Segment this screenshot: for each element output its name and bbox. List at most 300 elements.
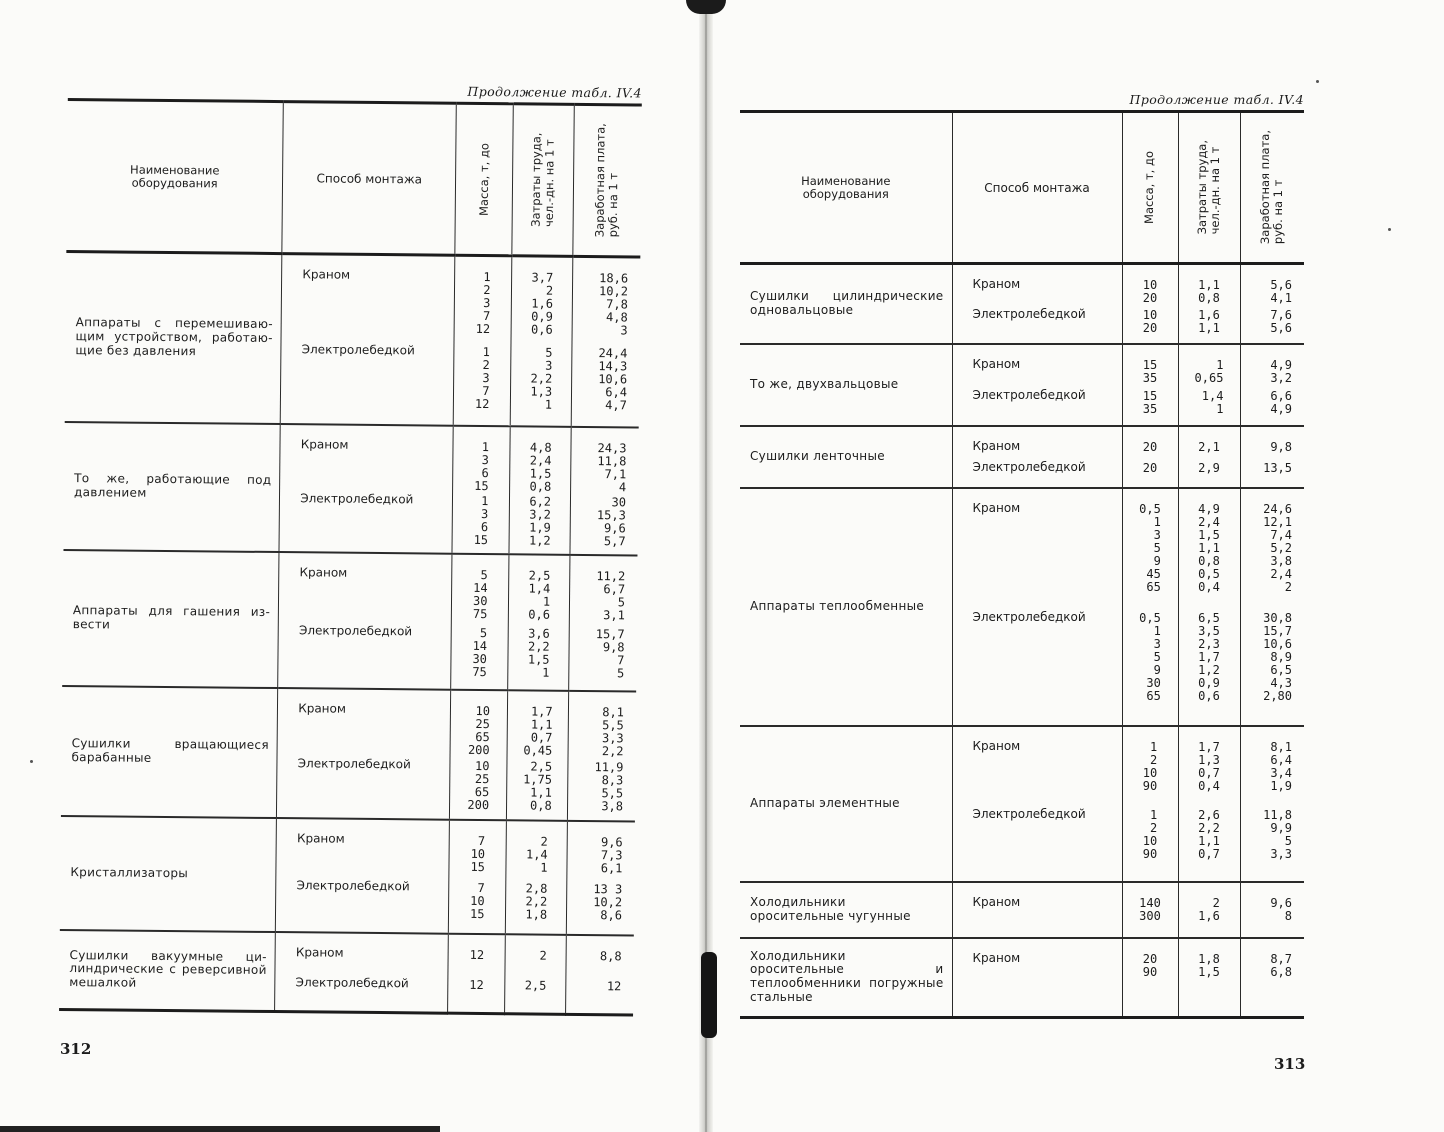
labor-value: 1,1 (1198, 321, 1220, 335)
table-row (740, 488, 1304, 726)
labor-values (1178, 264, 1240, 344)
mass-value: 3 (481, 452, 489, 467)
mass-value: 3 (481, 506, 489, 521)
labor-value: 1,1 (1198, 278, 1220, 292)
wage-value: 3 (620, 323, 628, 338)
table-row (61, 685, 636, 821)
wage-value: 2,80 (1263, 688, 1292, 703)
equipment-name: Сушилки вращающиеся барабанные (61, 685, 278, 817)
equipment-name: Сушилки вакуумные ци-линдрические с реверсивной мешалкой (59, 929, 276, 1011)
method-label: Краном (972, 277, 1021, 291)
wage-value: 4,8 (605, 310, 628, 325)
labor-value: 1 (542, 665, 550, 680)
mass-value: 25 (475, 716, 490, 731)
method-label: Электролебедкой (297, 755, 411, 771)
mass-value: 9 (1153, 553, 1161, 568)
mass-value: 20 (1142, 291, 1158, 305)
equipment-name: Холодильники оросительные чугунные (740, 882, 952, 938)
labor-value: 1,5 (1198, 964, 1220, 979)
mass-value: 5 (1153, 540, 1161, 555)
labor-value: 5 (545, 345, 553, 360)
mass-value: 300 (1139, 908, 1161, 923)
mass-value: 3 (483, 295, 491, 311)
wage-value: 5,5 (601, 785, 624, 800)
labor-value: 2,2 (527, 638, 550, 654)
labor-value: 4,8 (529, 439, 552, 455)
labor-value: 2,5 (524, 977, 547, 993)
mass-value: 1 (483, 269, 491, 285)
wage-value: 7,4 (1270, 527, 1292, 542)
labor-value: 1,3 (1198, 752, 1220, 767)
labor-values (1178, 882, 1240, 938)
wage-value: 8,3 (601, 772, 624, 787)
labor-value: 0,8 (1198, 291, 1220, 305)
wage-values (1240, 344, 1304, 426)
mass-value: 7 (482, 308, 491, 324)
mass-value: 3 (1153, 636, 1161, 651)
page-number-right: 313 (1274, 1055, 1306, 1073)
labor-value: 6,5 (1198, 610, 1220, 625)
mass-values (1122, 938, 1178, 1018)
labor-value: 0,5 (1198, 566, 1220, 581)
table-row (59, 929, 634, 1015)
labor-value: 1,1 (1198, 833, 1220, 848)
page-313 (740, 92, 1304, 1019)
mass-value: 75 (472, 664, 487, 679)
table-row (740, 264, 1304, 344)
wage-value: 6,4 (605, 385, 628, 400)
wage-value: 2 (1284, 579, 1292, 594)
labor-value: 1,3 (530, 384, 553, 399)
table-row (60, 815, 635, 935)
method-label: Электролебедкой (972, 806, 1086, 821)
mass-values (1122, 726, 1178, 882)
labor-value: 3,6 (528, 625, 550, 641)
labor-value: 1,75 (523, 771, 553, 787)
labor-value: 0,6 (1198, 688, 1220, 703)
labor-value: 2,2 (525, 893, 548, 909)
method-label: Краном (972, 438, 1021, 453)
labor-value: 0,9 (531, 309, 553, 324)
wage-value: 7,1 (604, 466, 627, 481)
mass-value: 20 (1142, 951, 1158, 966)
method-label: Электролебедкой (301, 342, 415, 358)
labor-value: 0,6 (528, 606, 551, 622)
equipment-name: Холодильники оросительные и теплообменники погружные стальные (740, 938, 952, 1018)
mass-value: 35 (1142, 370, 1158, 385)
labor-value: 0,4 (1198, 778, 1220, 793)
equipment-name: Кристаллизаторы (60, 815, 277, 931)
labor-values (1178, 344, 1240, 426)
equipment-name: Аппараты теплообменные (740, 488, 952, 726)
continuation-caption: Продолжение табл. IV.4 (1129, 92, 1304, 107)
header-mass: Масса, т, до (1122, 112, 1178, 264)
equipment-name: Аппараты для гашения из-вести (62, 549, 279, 687)
header-method: Способ монтажа (282, 102, 456, 256)
labor-value: 1,6 (1198, 308, 1220, 322)
wage-value: 12 (606, 978, 622, 993)
mass-value: 200 (467, 742, 490, 757)
labor-value: 3,2 (529, 506, 552, 522)
labor-value: 4,9 (1198, 501, 1220, 516)
mass-value: 12 (469, 977, 484, 992)
labor-value: 1 (540, 860, 548, 875)
labor-value: 2 (545, 283, 554, 298)
mounting-method (952, 264, 1122, 344)
mass-value: 15 (1142, 357, 1158, 372)
labor-value: 3 (545, 358, 553, 373)
mounting-method (275, 932, 449, 1014)
wage-value: 5,5 (602, 717, 624, 732)
labor-values (507, 690, 569, 821)
labor-value: 1,8 (525, 906, 548, 922)
mass-values (1122, 264, 1178, 344)
labor-value: 1,5 (527, 651, 550, 667)
mass-value: 14 (472, 638, 488, 653)
mass-value: 1 (1149, 807, 1158, 822)
mass-value: 65 (1146, 688, 1161, 703)
wage-value: 3,1 (603, 607, 625, 622)
wage-value: 9,8 (1270, 439, 1292, 454)
wage-value: 3,4 (1270, 765, 1292, 780)
wage-values (568, 690, 636, 821)
mass-value: 1 (1149, 739, 1158, 754)
page-number-left: 312 (60, 1040, 92, 1058)
wage-value: 6,1 (600, 860, 623, 875)
mass-value: 6 (480, 519, 489, 534)
labor-value: 1,1 (530, 716, 553, 732)
labor-value: 2,2 (1198, 820, 1220, 835)
continuation-caption: Продолжение табл. IV.4 (467, 83, 642, 101)
wage-value: 9,6 (1270, 895, 1292, 910)
wage-value: 4,1 (1270, 291, 1292, 305)
labor-value: 0,7 (1198, 846, 1220, 861)
mass-value: 15 (474, 478, 489, 493)
labor-value: 1,5 (529, 465, 552, 481)
labor-value: 2,3 (1198, 636, 1220, 651)
equipment-name: Сушилки ленточные (740, 426, 952, 488)
wage-value: 13 3 (593, 881, 623, 896)
mass-value: 65 (1146, 579, 1161, 594)
mass-value: 15 (473, 532, 489, 547)
mass-value: 30 (1146, 675, 1161, 690)
wage-value: 24,4 (598, 346, 628, 361)
equipment-name: То же, двухвальцовые (740, 344, 952, 426)
table-row (65, 251, 641, 427)
labor-value: 1,1 (1198, 540, 1220, 555)
wage-value: 30,8 (1263, 610, 1292, 625)
mass-values (451, 553, 509, 690)
wage-value: 8,6 (600, 907, 623, 922)
labor-value: 0,4 (1198, 579, 1220, 594)
mass-value: 25 (474, 771, 490, 786)
labor-value: 1,2 (528, 532, 551, 548)
labor-value: 6,2 (529, 493, 552, 509)
mounting-method (952, 344, 1122, 426)
wage-value: 5,6 (1270, 321, 1292, 335)
equipment-name: Аппараты элементные (740, 726, 952, 882)
mass-value: 45 (1146, 566, 1161, 581)
header-wage: Заработная плата, руб. на 1 т (573, 104, 642, 257)
labor-values (510, 256, 573, 427)
method-label: Электролебедкой (296, 877, 410, 893)
labor-value: 2,5 (530, 758, 553, 774)
header-name: Наименование оборудования (740, 112, 952, 264)
labor-value: 1 (544, 397, 553, 412)
mass-value: 20 (1142, 439, 1158, 454)
labor-values (506, 820, 568, 935)
mass-value: 12 (474, 396, 490, 412)
labor-value: 2,8 (525, 880, 548, 896)
wage-values (566, 934, 634, 1015)
labor-value: 0,9 (1198, 675, 1220, 690)
labor-value: 1 (1216, 401, 1224, 416)
wage-value: 15,3 (596, 507, 626, 522)
mass-value: 90 (1142, 778, 1158, 793)
mass-value: 140 (1139, 895, 1161, 910)
scan-speck (1316, 80, 1319, 83)
wage-value: 18,6 (599, 271, 629, 286)
wage-values (1240, 488, 1304, 726)
wage-values (1240, 938, 1304, 1018)
wage-value: 8,1 (602, 704, 625, 719)
wage-value: 7,6 (1270, 308, 1292, 322)
mounting-method (276, 818, 450, 934)
table-row (740, 938, 1304, 1018)
wage-value: 7,3 (600, 847, 623, 862)
labor-value: 3,7 (531, 270, 554, 285)
table-body-right (740, 264, 1304, 1018)
wage-value: 5,7 (603, 533, 626, 548)
equipment-name: Аппараты с перемешиваю-щим устройством, работаю-щие без давления (75, 315, 273, 358)
wage-values (571, 256, 640, 427)
labor-value: 0,8 (1198, 553, 1220, 568)
mounting-method (279, 424, 453, 554)
labor-value: 2,5 (528, 567, 551, 583)
method-label: Электролебедкой (298, 622, 413, 638)
wage-value: 6,6 (1270, 388, 1292, 403)
wage-values (1240, 426, 1304, 488)
mass-value: 35 (1142, 401, 1158, 416)
wage-values (1240, 882, 1304, 938)
labor-values (505, 934, 567, 1015)
labor-value: 2,6 (1198, 807, 1220, 822)
labor-value: 2 (540, 834, 548, 849)
mass-value: 10 (474, 758, 490, 773)
mass-value: 30 (472, 593, 488, 608)
mounting-method (952, 938, 1122, 1018)
mass-value: 2 (1149, 820, 1158, 835)
wage-value: 3,3 (601, 730, 624, 745)
wage-value: 15,7 (1263, 623, 1292, 638)
mounting-method (952, 882, 1122, 938)
method-label: Краном (295, 944, 344, 960)
labor-value: 1 (1216, 357, 1224, 372)
labor-value: 1 (542, 594, 551, 609)
labor-value: 1,6 (531, 296, 554, 311)
table-row (740, 882, 1304, 938)
mounting-method (952, 726, 1122, 882)
labor-value: 0,8 (529, 478, 552, 494)
wage-value: 15,7 (595, 626, 625, 641)
labor-value: 1,7 (1198, 739, 1220, 754)
labor-value: 0,7 (1198, 765, 1220, 780)
mass-value: 10 (1142, 765, 1158, 780)
labor-value: 1,1 (530, 784, 552, 800)
method-label: Краном (972, 894, 1021, 909)
mass-value: 90 (1142, 964, 1158, 979)
labor-value: 2,4 (1198, 514, 1220, 529)
mounting-method (952, 426, 1122, 488)
method-label: Краном (298, 700, 347, 716)
header-name: Наименование оборудования (66, 99, 283, 253)
mass-value: 1 (1153, 623, 1161, 638)
mass-value: 20 (1142, 321, 1158, 335)
wage-value: 9,6 (600, 834, 623, 849)
wage-value: 11,8 (597, 453, 627, 468)
wage-value: 6,5 (1270, 662, 1292, 677)
wage-values (569, 554, 638, 691)
wage-value: 4,9 (1270, 357, 1292, 372)
method-label: Краном (972, 950, 1021, 965)
wage-value: 6,7 (603, 581, 626, 596)
method-label: Краном (302, 267, 351, 282)
mass-value: 10 (1142, 278, 1158, 292)
mass-value: 14 (473, 580, 488, 595)
mass-value: 200 (467, 797, 490, 812)
mass-value: 9 (1153, 662, 1161, 677)
scan-speck (30, 760, 33, 763)
wage-value: 10,2 (593, 894, 623, 909)
equipment-name: То же, работающие под давлением (63, 421, 280, 551)
mass-value: 1 (481, 439, 490, 454)
wage-value: 4,9 (1270, 401, 1292, 416)
wage-value: 4,7 (605, 398, 627, 413)
table-row (63, 421, 638, 555)
page-312 (59, 80, 642, 1016)
labor-value: 2,2 (530, 371, 553, 386)
wage-value: 9,6 (603, 520, 626, 535)
header-labor: Затраты труда, чел.-дн. на 1 т (512, 104, 575, 257)
mass-values (450, 689, 508, 820)
mass-values (452, 425, 510, 554)
wage-value: 5 (617, 665, 625, 680)
wage-value: 7,8 (606, 297, 628, 312)
labor-values (509, 426, 571, 555)
method-label: Электролебедкой (972, 459, 1086, 474)
wage-value: 5,2 (1270, 540, 1292, 555)
mass-value: 2 (483, 282, 491, 298)
mass-value: 30 (472, 651, 488, 666)
wage-value: 3,2 (1270, 370, 1292, 385)
mass-value: 10 (475, 703, 491, 718)
mass-value: 1 (481, 493, 489, 508)
labor-value: 1,4 (1201, 388, 1224, 403)
wage-value: 8,9 (1270, 649, 1292, 664)
labor-value: 0,8 (530, 797, 552, 813)
table-body-left (59, 251, 640, 1014)
mass-value: 90 (1142, 846, 1158, 861)
header-wage: Заработная плата, руб. на 1 т (1240, 112, 1304, 264)
mass-value: 7 (477, 833, 486, 848)
mass-value: 7 (477, 880, 485, 895)
labor-value: 1,8 (1198, 951, 1220, 966)
wage-value: 4,3 (1270, 675, 1292, 690)
labor-value: 1,7 (1198, 649, 1220, 664)
mass-value: 7 (482, 383, 490, 399)
header-labor: Затраты труда, чел.-дн. на 1 т (1178, 112, 1240, 264)
mass-values (1122, 882, 1178, 938)
binding-shadow (686, 0, 726, 14)
method-label: Краном (972, 738, 1021, 753)
labor-value: 1,4 (528, 580, 551, 596)
method-label: Электролебедкой (295, 974, 409, 990)
table-row (740, 344, 1304, 426)
mounting-method (278, 552, 452, 690)
labor-value: 1,9 (529, 519, 551, 535)
mass-value: 12 (475, 321, 491, 337)
mass-value: 15 (470, 859, 486, 874)
wage-value: 4 (618, 479, 627, 494)
mass-value: 15 (1142, 388, 1158, 403)
labor-value: 3,5 (1198, 623, 1220, 638)
wage-value: 24,6 (1263, 501, 1292, 516)
wage-value: 3,3 (1270, 846, 1292, 861)
mass-value: 65 (474, 784, 490, 799)
wage-values (567, 820, 635, 935)
wage-value: 8,7 (1270, 951, 1292, 966)
equipment-name: Сушилки цилиндрические одновальцовые (750, 288, 944, 317)
method-label: Краном (296, 830, 345, 846)
wage-value: 10,2 (599, 284, 629, 299)
labor-value: 1,7 (530, 703, 553, 719)
table-row (62, 549, 637, 691)
mass-values (453, 255, 512, 426)
wage-value: 6,8 (1270, 964, 1292, 979)
labor-value: 1,2 (1198, 662, 1220, 677)
labor-values (508, 554, 570, 691)
wage-value: 2,2 (601, 743, 624, 758)
labor-value: 2,4 (529, 452, 552, 468)
mass-value: 10 (1142, 833, 1158, 848)
scan-speck (1388, 228, 1391, 231)
wage-value: 2,4 (1270, 566, 1292, 581)
mass-value: 5 (479, 625, 488, 640)
mass-values (1122, 344, 1178, 426)
binding-blot (701, 952, 717, 1038)
labor-value: 0,6 (530, 322, 553, 337)
method-label: Электролебедкой (972, 387, 1086, 402)
wage-value: 5,6 (1270, 278, 1292, 292)
mass-value: 3 (1153, 527, 1161, 542)
mass-value: 1 (1153, 514, 1161, 529)
wage-value: 13,5 (1263, 460, 1292, 475)
header-method: Способ монтажа (952, 112, 1122, 264)
mass-values (1122, 488, 1178, 726)
wage-value: 6,4 (1270, 752, 1292, 767)
wage-value: 11,8 (1263, 807, 1292, 822)
labor-value: 0,65 (1194, 370, 1224, 385)
method-label: Электролебедкой (300, 490, 414, 506)
labor-value: 2,9 (1198, 460, 1220, 475)
wage-value: 12,1 (1263, 514, 1292, 529)
mass-value: 65 (475, 729, 490, 744)
wage-value: 9,9 (1270, 820, 1292, 835)
wage-value: 8,8 (599, 948, 622, 963)
mass-value: 5 (1153, 649, 1161, 664)
wage-value: 10,6 (598, 372, 628, 387)
mass-value: 10 (470, 893, 485, 908)
